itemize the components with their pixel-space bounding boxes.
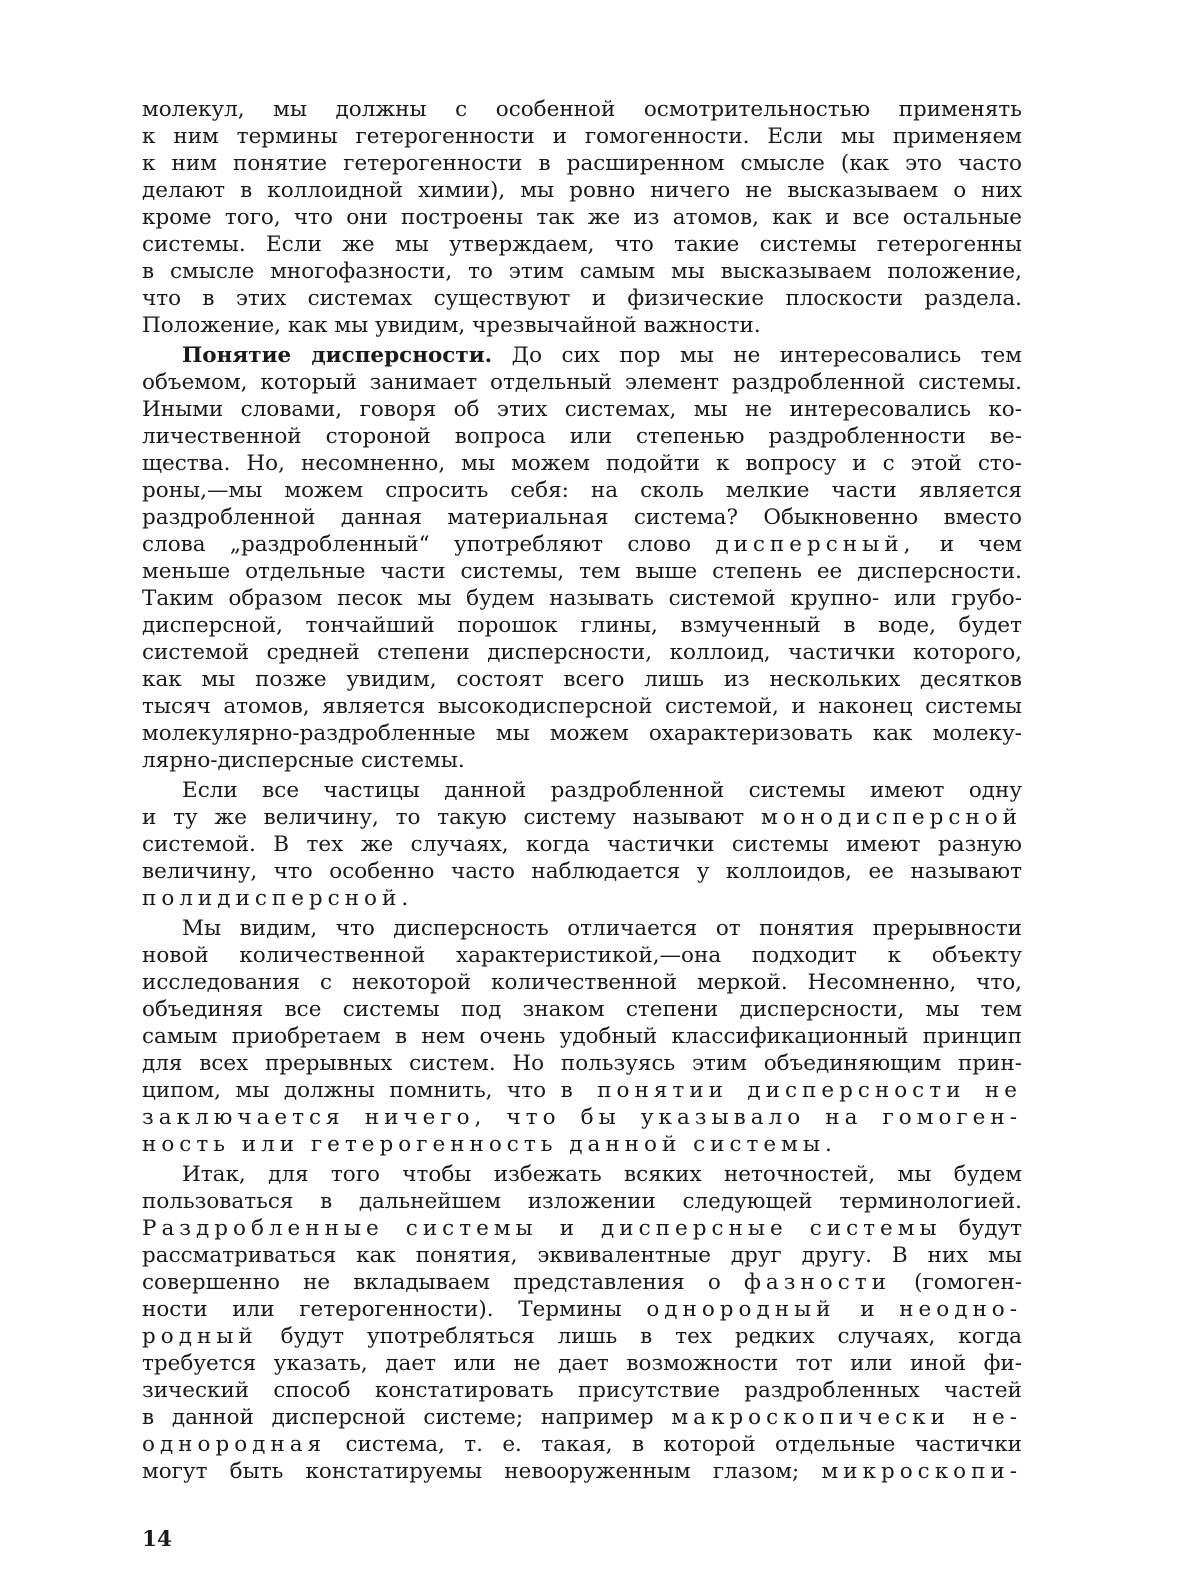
text-line: лярно-дисперсные системы. (142, 748, 465, 773)
text-line: системы. Если же мы утверждаем, что такие системы гетерогенны (142, 232, 1022, 257)
text-line: Положение, как мы увидим, чрезвычайной важности. (142, 313, 761, 338)
text-line: дисперсной, тончайший порошок глины, взмученный в воде, будет (142, 613, 1022, 638)
spaced-term: однородная (142, 1432, 327, 1457)
text-line: к ним понятие гетерогенности в расширенном смысле (как это часто (142, 151, 1022, 176)
text-line: величину, что особенно часто наблюдается у коллоидов, ее называют (142, 859, 1022, 884)
text-line (142, 885, 1022, 912)
text-line: пользоваться в дальнейшем изложении следующей терминологией. (142, 1189, 1022, 1214)
text-line: Мы видим, что дисперсность отличается от понятия прерывности (182, 916, 1022, 941)
text-line: Итак, для того чтобы избежать всяких неточностей, мы будем (182, 1162, 1022, 1187)
text-line: заключается ничего, что бы указывало на гомоген- (142, 1105, 1022, 1130)
text-line: объединяя все системы под знаком степени дисперсности, мы тем (142, 997, 1022, 1022)
text-line: Если все частицы данной раздробленной системы имеют одну (182, 778, 1022, 803)
spaced-term: Раздробленные системы и дисперсные системы (142, 1216, 942, 1241)
text-line: к ним термины гетерогенности и гомогенности. Если мы применяем (142, 124, 1022, 149)
spaced-term: неодно- (899, 1297, 1022, 1322)
text-line: в данной дисперсной системе; например макроскопически не- (142, 1405, 1022, 1430)
text-line: новой количественной характеристикой,—она подходит к объекту (142, 943, 1022, 968)
text-line: Понятие дисперсности. До сих пор мы не интересовались тем (182, 343, 1022, 368)
paragraph-1 (142, 96, 1022, 339)
text-line: что в этих системах существуют и физические плоскости раздела. (142, 286, 1022, 311)
paragraph-4 (142, 915, 1022, 1158)
text-line: и ту же величину, то такую систему называют монодисперсной (142, 805, 1022, 830)
page-body (142, 96, 1022, 1485)
text-line: требуется указать, дает или не дает возможности тот или иной фи- (142, 1351, 1022, 1376)
section-heading: Понятие дисперсности. (182, 343, 493, 368)
text-line: для всех прерывных систем. Но пользуясь этим объединяющим прин- (142, 1051, 1022, 1076)
paragraph-3 (142, 777, 1022, 912)
text-line: щества. Но, несомненно, мы можем подойти к вопросу и с этой сто- (142, 451, 1022, 476)
text-line: рассматриваться как понятия, эквивалентные друг другу. В них мы (142, 1243, 1022, 1268)
text-line: слова „раздробленный“ употребляют слово дисперсный, и чем (142, 532, 1022, 557)
text-line: системой средней степени дисперсности, коллоид, частички которого, (142, 640, 1022, 665)
paragraph-5 (142, 1161, 1022, 1485)
text-line: самым приобретаем в нем очень удобный классификационный принцип (142, 1024, 1022, 1049)
spaced-term: дисперсный, (715, 532, 916, 557)
spaced-term: фазности (744, 1270, 891, 1295)
spaced-term: монодисперсной (761, 805, 1022, 830)
text-line: как мы позже увидим, состоят всего лишь из нескольких десятков (142, 667, 1022, 692)
text-line: роны,—мы можем спросить себя: на сколь мелкие части является (142, 478, 1022, 503)
text-line: могут быть констатируемы невооруженным глазом; микроскопи- (142, 1459, 1022, 1484)
text-line: личественной стороной вопроса или степенью раздробленности ве- (142, 424, 1022, 449)
page-number: 14 (142, 1527, 172, 1552)
text-line: однородная система, т. е. такая, в которой отдельные частички (142, 1432, 1022, 1457)
text-line: зический способ констатировать присутствие раздробленных частей (142, 1378, 1022, 1403)
paragraph-2 (142, 342, 1022, 774)
spaced-term: макроскопически не- (671, 1405, 1022, 1430)
text-line: Раздробленные системы и дисперсные системы будут (142, 1216, 1022, 1241)
text-line: родный будут употребляться лишь в тех редких случаях, когда (142, 1324, 1022, 1349)
text-line: ципом, мы должны помнить, что в понятии дисперсности не (142, 1078, 1022, 1103)
text-line: системой. В тех же случаях, когда частички системы имеют разную (142, 832, 1022, 857)
text-line: делают в коллоидной химии), мы ровно ничего не высказываем о них (142, 178, 1022, 203)
spaced-term: микроскопи- (821, 1459, 1022, 1484)
spaced-term: однородный (646, 1297, 836, 1322)
text-line: в смысле многофазности, то этим самым мы высказываем положение, (142, 259, 1022, 284)
text-line: тысяч атомов, является высокодисперсной системой, и наконец системы (142, 694, 1022, 719)
spaced-term: полидисперсной. (142, 886, 414, 911)
text-line: молекулярно-раздробленные мы можем охарактеризовать как молеку- (142, 721, 1022, 746)
text-line: раздробленной данная материальная система? Обыкновенно вместо (142, 505, 1022, 530)
spaced-term: в понятии дисперсности не (560, 1078, 1022, 1103)
text-line: объемом, который занимает отдельный элемент раздробленной системы. (142, 370, 1022, 395)
text-line: исследования с некоторой количественной меркой. Несомненно, что, (142, 970, 1022, 995)
text-line: меньше отдельные части системы, тем выше степень ее дисперсности. (142, 559, 1022, 584)
text-line: совершенно не вкладываем представления о фазности (гомоген- (142, 1270, 1022, 1295)
text-line: кроме того, что они построены так же из атомов, как и все остальные (142, 205, 1022, 230)
text-line: Иными словами, говоря об этих системах, мы не интересовались ко- (142, 397, 1022, 422)
text-line: ность или гетерогенность данной системы. (142, 1132, 837, 1157)
spaced-term: родный (142, 1324, 258, 1349)
text-line: ности или гетерогенности). Термины однородный и неодно- (142, 1297, 1022, 1322)
text-line: молекул, мы должны с особенной осмотрительностью применять (142, 97, 1022, 122)
text-line: Таким образом песок мы будем называть системой крупно- или грубо- (142, 586, 1022, 611)
